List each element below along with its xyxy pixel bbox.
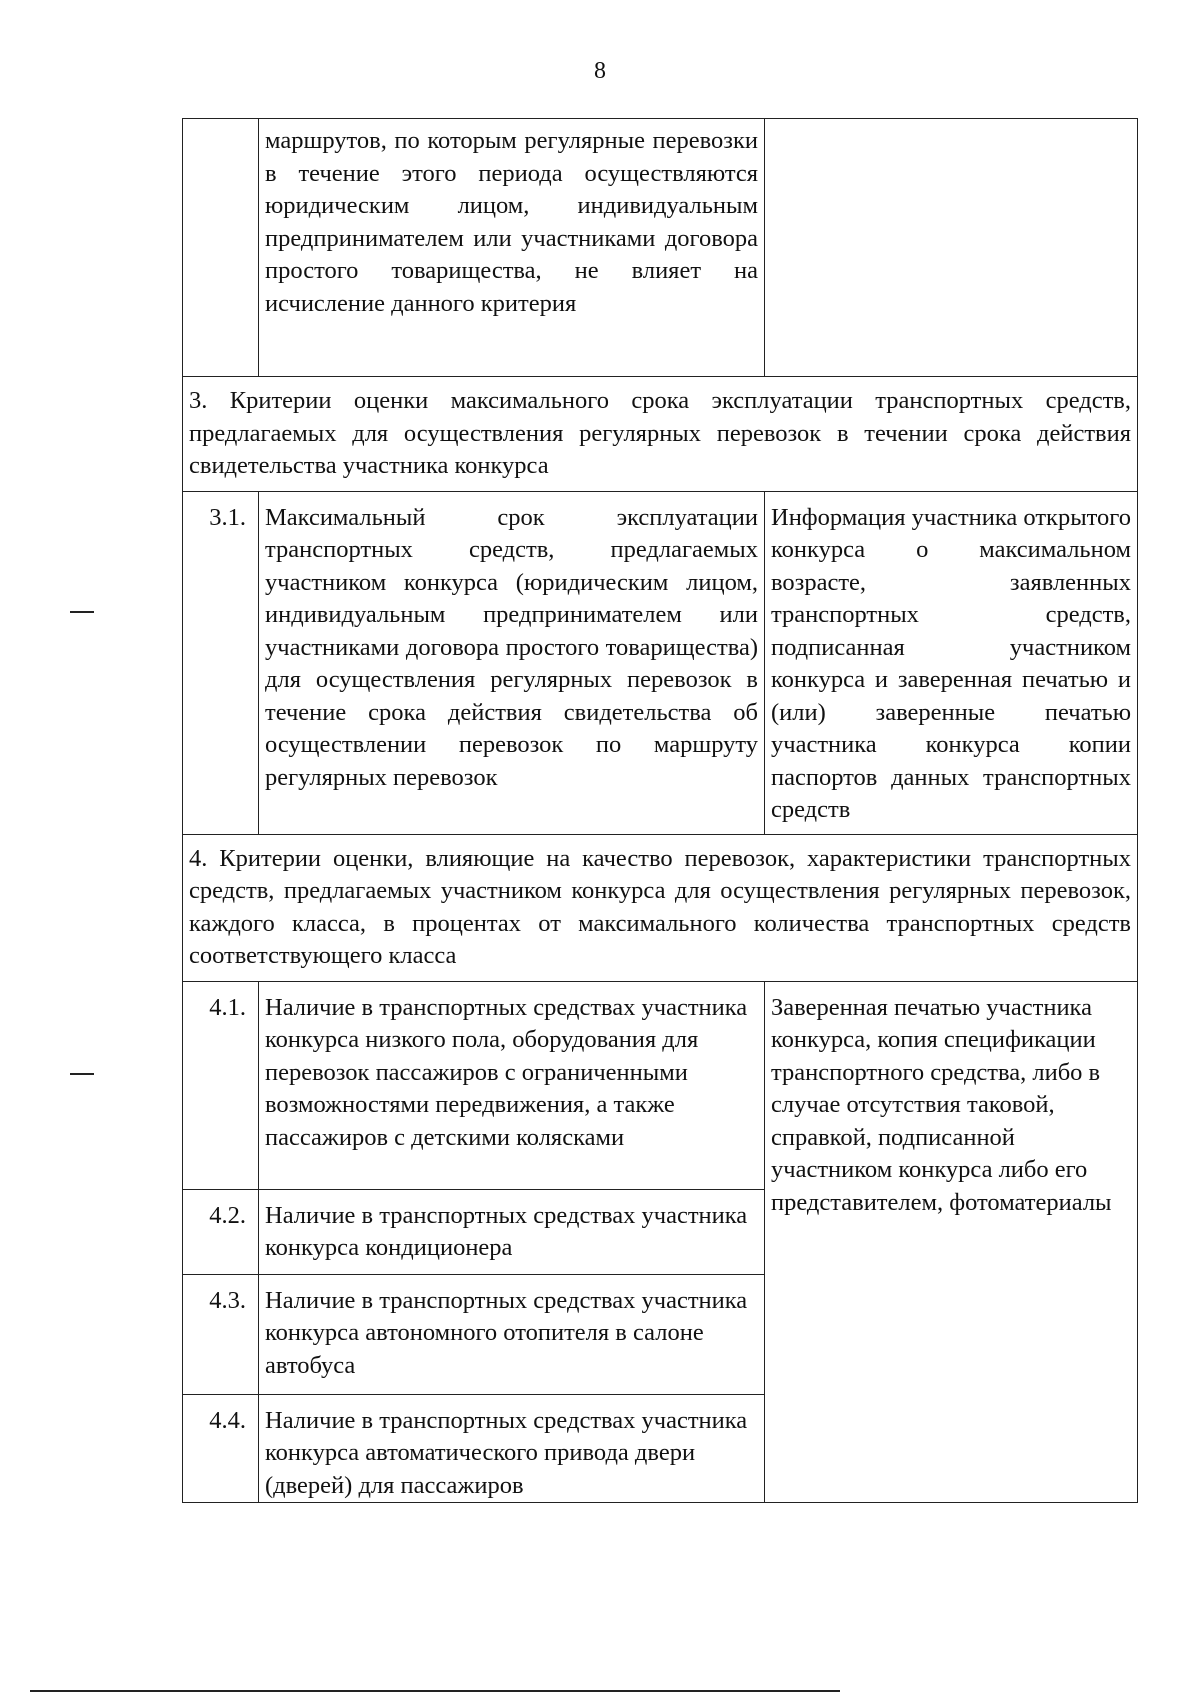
criterion-cell: Наличие в транспортных средствах участника конкурса автономного отопителя в салоне автобуса: [259, 1274, 765, 1394]
criterion-cell: Максимальный срок эксплуатации транспортных средств, предлагаемых участником конкурса (юридическим лицом, индивидуальным предпринимателем или участниками договора простого товарищества) для осуществления регулярных перевозок в течение срока действия свидетельства об осуществлении перевозок по маршруту регулярных перевозок: [259, 491, 765, 834]
table-row-3-1: [183, 491, 1138, 834]
criterion-cell: маршрутов, по которым регулярные перевозки в течение этого периода осуществляются юридическим лицом, индивидуальным предпринимателем или участниками договора простого товарищества, не влияет на исчисление данного критерия: [259, 119, 765, 377]
section-header-4: [183, 834, 1138, 981]
row-number: 4.1.: [183, 981, 259, 1189]
table-row-continuation: [183, 119, 1138, 377]
criterion-cell: Наличие в транспортных средствах участника конкурса автоматического привода двери (дверей) для пассажиров: [259, 1394, 765, 1503]
section-title: 4. Критерии оценки, влияющие на качество перевозок, характеристики транспортных средств, предлагаемых участником конкурса для осуществления регулярных перевозок, каждого класса, в процентах от максимального количества транспортных средств соответствующего класса: [183, 834, 1138, 981]
criterion-cell: Наличие в транспортных средствах участника конкурса низкого пола, оборудования для перевозок пассажиров с ограниченными возможностями передвижения, а также пассажиров с детскими колясками: [259, 981, 765, 1189]
criteria-table: [182, 118, 1138, 1503]
document-cell: Заверенная печатью участника конкурса, копия спецификации транспортного средства, либо в случае отсутствия таковой, справкой, подписанной участником конкурса либо его представителем, фотоматериалы: [765, 981, 1138, 1503]
footer-rule: [30, 1690, 840, 1692]
number-cell: [183, 119, 259, 377]
row-number: 4.4.: [183, 1394, 259, 1503]
document-cell: [765, 119, 1138, 377]
section-title: 3. Критерии оценки максимального срока эксплуатации транспортных средств, предлагаемых для осуществления регулярных перевозок в течении срока действия свидетельства участника конкурса: [183, 377, 1138, 492]
document-cell: Информация участника открытого конкурса о максимальном возрасте, заявленных транспортных средств, подписанная участником конкурса и заверенная печатью и (или) заверенные печатью участника конкурса копии паспортов данных транспортных средств: [765, 491, 1138, 834]
page-number: 8: [594, 58, 606, 84]
table-row-4-1: [183, 981, 1138, 1189]
row-number: 4.3.: [183, 1274, 259, 1394]
row-number: 4.2.: [183, 1189, 259, 1274]
section-header-3: [183, 377, 1138, 492]
criterion-cell: Наличие в транспортных средствах участника конкурса кондиционера: [259, 1189, 765, 1274]
margin-mark: [70, 611, 94, 613]
row-number: 3.1.: [183, 491, 259, 834]
margin-mark: [70, 1073, 94, 1075]
